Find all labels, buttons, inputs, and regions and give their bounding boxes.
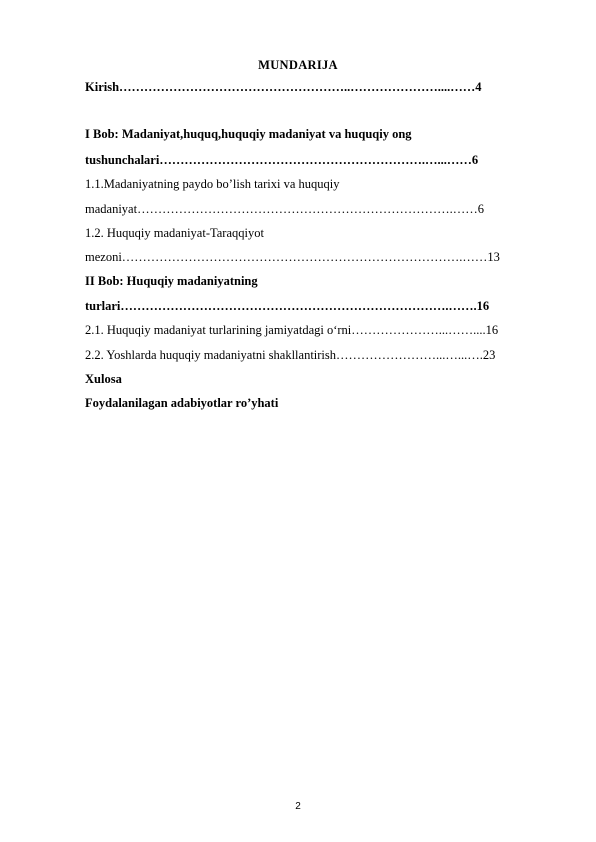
toc-section-2-1: 2.1. Huquqiy madaniyat turlarining jamiyatdagi o‘rni…………………...……....16 [85, 323, 499, 337]
toc-section-1-1-cont: madaniyat………………………………………………………………….……6 [85, 202, 484, 216]
toc-entry-references: Foydalanilagan adabiyotlar ro’yhati [85, 396, 279, 410]
toc-chapter-2-title: II Bob: Huquqiy madaniyatning [85, 274, 258, 288]
page-number: 2 [295, 801, 301, 812]
toc-entry-xulosa: Xulosa [85, 372, 122, 386]
toc-chapter-1-title-cont: tushunchalari……………………………………………………….…...……6 [85, 153, 479, 167]
toc-section-2-2: 2.2. Yoshlarda huquqiy madaniyatni shakllantirish……………………...…...….23 [85, 348, 496, 362]
toc-entry-kirish: Kirish………………………………………………..…………………....……4 [85, 80, 482, 94]
toc-section-1-1: 1.1.Madaniyatning paydo bo’lish tarixi va huquqiy [85, 177, 340, 191]
toc-section-1-2: 1.2. Huquqiy madaniyat-Taraqqiyot [85, 226, 264, 240]
toc-chapter-1-title: I Bob: Madaniyat,huquq,huquqiy madaniyat va huquqiy ong [85, 127, 412, 141]
toc-section-1-2-cont: mezoni……………………………………………………………………….……13 [85, 250, 500, 264]
page-title: MUNDARIJA [258, 58, 338, 72]
toc-chapter-2-title-cont: turlari…………………………………………………………………….…….16 [85, 299, 490, 313]
